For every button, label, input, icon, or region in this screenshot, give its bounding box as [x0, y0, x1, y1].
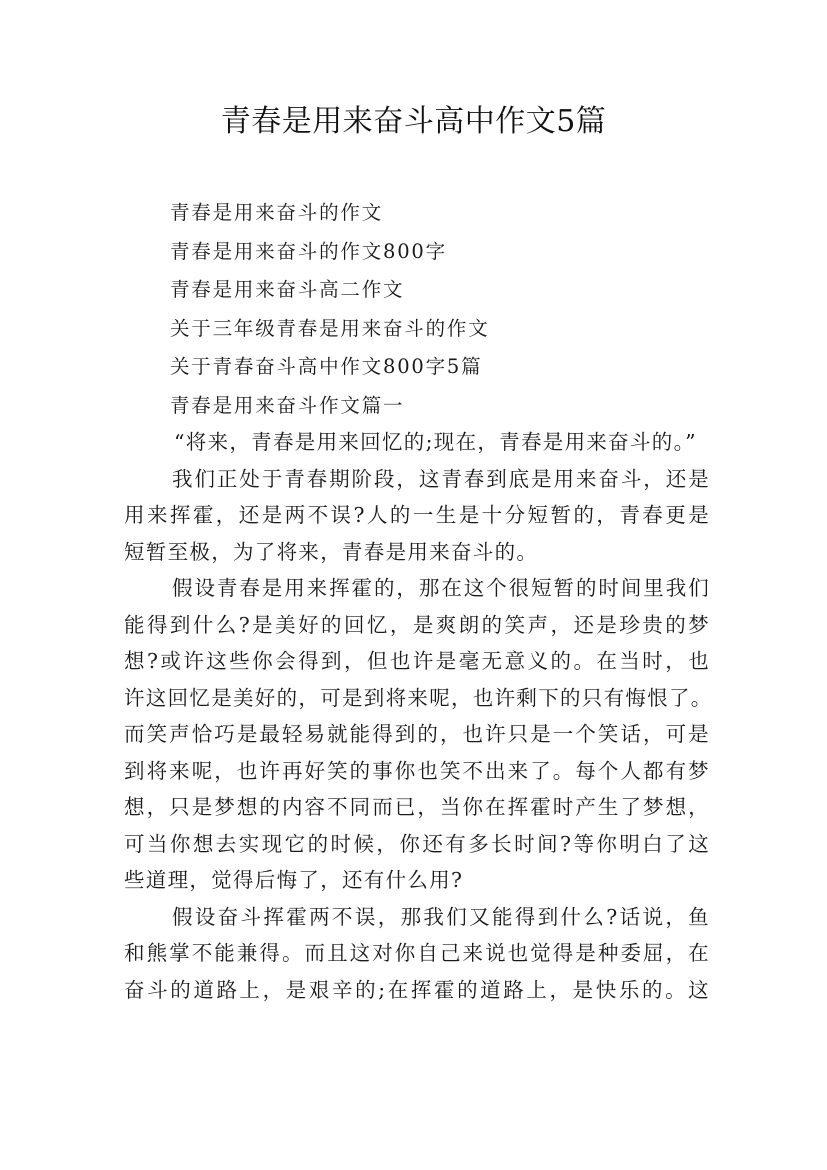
toc-item: 青春是用来奋斗的作文 — [170, 201, 384, 224]
paragraph-line: 假设青春是用来挥霍的，那在这个很短暂的时间里我们 — [172, 576, 710, 600]
paragraph-line: 可当你想去实现它的时候，你还有多长时间?等你明白了这 — [124, 831, 710, 856]
paragraph-line: 假设奋斗挥霍两不误，那我们又能得到什么?话说，鱼 — [172, 904, 710, 929]
opening-quote: “将来，青春是用来回忆的;现在，青春是用来奋斗的。” — [174, 430, 697, 454]
toc-item: 青春是用来奋斗作文篇一 — [170, 393, 405, 417]
paragraph-line: 些道理，觉得后悔了，还有什么用? — [124, 868, 464, 892]
paragraph-line: 能得到什么?是美好的回忆，是爽朗的笑声，还是珍贵的梦 — [124, 612, 710, 637]
paragraph-line: 用来挥霍，还是两不误?人的一生是十分短暂的，青春更是 — [124, 503, 710, 527]
paragraph-line: 我们正处于青春期阶段，这青春到底是用来奋斗，还是 — [172, 466, 710, 491]
paragraph-line: 而笑声恰巧是最轻易就能得到的，也许只是一个笑话，可是 — [124, 722, 710, 746]
paragraph-line: 短暂至极，为了将来，青春是用来奋斗的。 — [124, 539, 539, 564]
toc-item: 关于青春奋斗高中作文800字5篇 — [170, 355, 483, 378]
toc-item: 青春是用来奋斗高二作文 — [170, 278, 405, 301]
paragraph-line: 许这回忆是美好的，可是到将来呢，也许剩下的只有悔恨了。 — [124, 685, 713, 710]
toc-item: 关于三年级青春是用来奋斗的作文 — [170, 316, 490, 340]
paragraph-line: 想?或许这些你会得到，但也许是毫无意义的。在当时，也 — [124, 649, 710, 673]
table-of-contents — [170, 194, 730, 425]
paragraph-line: 奋斗的道路上，是艰辛的;在挥霍的道路上，是快乐的。这 — [124, 977, 710, 1002]
document-title: 青春是用来奋斗高中作文5篇 — [220, 104, 607, 139]
toc-item: 青春是用来奋斗的作文800字 — [170, 239, 447, 263]
paragraph-line: 和熊掌不能兼得。而且这对你自己来说也觉得是种委屈，在 — [124, 941, 710, 965]
paragraph-line: 到将来呢，也许再好笑的事你也笑不出来了。每个人都有梦 — [124, 758, 710, 783]
paragraph-line: 想，只是梦想的内容不同而已，当你在挥霍时产生了梦想， — [124, 795, 710, 819]
essay-body — [124, 424, 713, 1008]
